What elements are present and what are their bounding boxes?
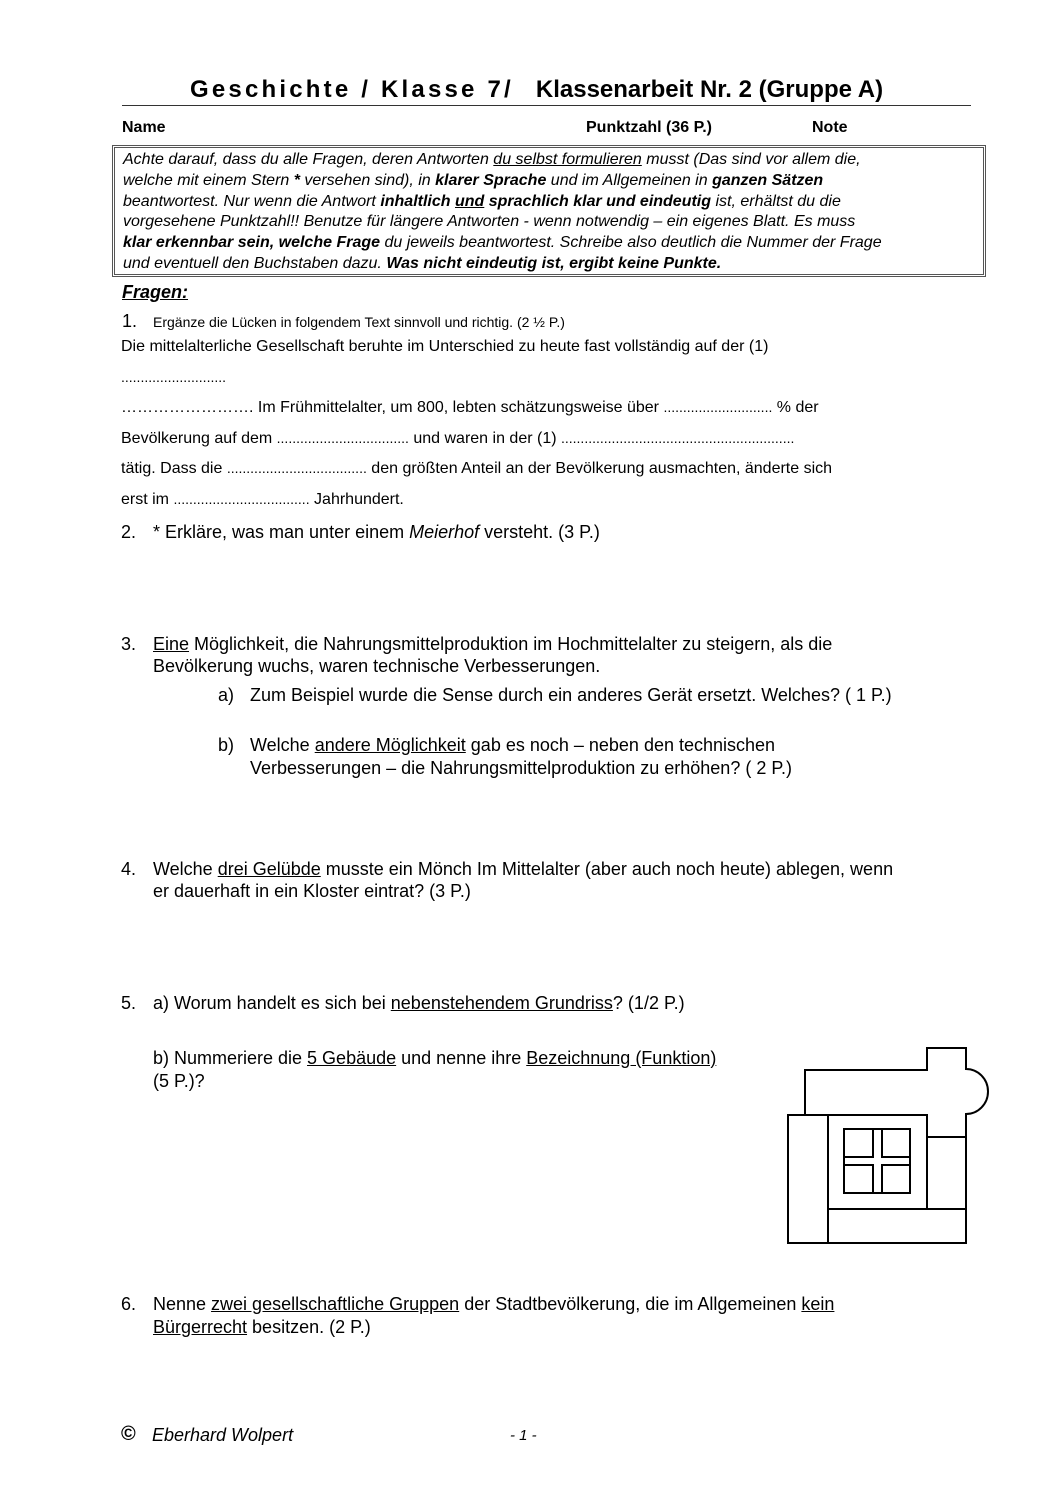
text: und waren in der (1): [408, 430, 561, 447]
text: a) Worum handelt es sich bei: [153, 993, 391, 1013]
q1-blank[interactable]: ............................................................: [560, 430, 795, 446]
emphasis: kein: [801, 1294, 835, 1314]
q1-line: [121, 430, 794, 448]
text: du jeweils beantwortest. Schreibe also deutlich die Nummer der Frage: [380, 234, 882, 252]
text: und nenne ihre: [396, 1048, 527, 1068]
text: Jahrhundert.: [309, 491, 404, 508]
text: und im Allgemeinen in: [546, 171, 713, 189]
section-title: Fragen:: [122, 282, 189, 302]
author-name: Eberhard Wolpert: [152, 1425, 294, 1445]
q5b-line: (5 P.)?: [153, 1071, 205, 1091]
instruction-line: [123, 150, 983, 171]
q6-line: [153, 1294, 834, 1315]
q3-number: 3.: [121, 634, 137, 654]
text: musst (Das sind vor allem die,: [641, 151, 861, 168]
text: versehen sind), in: [299, 171, 436, 189]
name-label: Name: [122, 119, 166, 136]
instruction-line: vorgesehene Punktzahl!! Benutze für längere Antworten - wenn notwendig – ein eigenes Blatt. Es muss: [123, 213, 856, 231]
q3-line: [153, 634, 832, 655]
text: tätig. Dass die: [121, 460, 227, 477]
copyright-icon: ©: [121, 1423, 136, 1445]
emphasis: Bürgerrecht: [153, 1317, 248, 1337]
text: b) Nummeriere die: [153, 1048, 308, 1068]
q4-line: [153, 859, 893, 880]
emphasis: Bezeichnung (Funktion): [526, 1048, 717, 1068]
grade-label: Note: [812, 119, 848, 136]
q1-line: [121, 399, 819, 417]
emphasis: Was nicht eindeutig ist, ergibt keine Punkte.: [386, 254, 722, 272]
text: gab es noch – neben den technischen: [465, 735, 776, 755]
q4-line: er dauerhaft in ein Kloster eintrat? (3 P.): [153, 881, 471, 901]
emphasis: nebenstehendem Grundriss: [390, 993, 613, 1013]
q1-blank[interactable]: ...................................: [173, 491, 310, 507]
text: versteht. (3 P.): [479, 522, 600, 542]
q3b-label: b): [218, 735, 235, 755]
title-exam: Klassenarbeit Nr. 2 (Gruppe A): [535, 76, 884, 103]
text: Welche: [250, 735, 315, 755]
q2-text: [153, 522, 600, 543]
q1-blank[interactable]: ....................................: [226, 460, 367, 476]
emphasis: Eine: [153, 634, 190, 654]
text: Möglichkeit, die Nahrungsmittelproduktion im Hochmittelalter zu steigern, als die: [189, 634, 833, 654]
points-label: Punktzahl (36 P.): [586, 119, 712, 136]
q3a-text: Zum Beispiel wurde die Sense durch ein anderes Gerät ersetzt. Welches? ( 1 P.): [250, 685, 892, 705]
q3-line: Bevölkerung wuchs, waren technische Verbesserungen.: [153, 656, 601, 676]
text: der Stadtbevölkerung, die im Allgemeinen: [459, 1294, 802, 1314]
q1-line: Die mittelalterliche Gesellschaft beruhte im Unterschied zu heute fast vollständig auf der (1): [121, 338, 769, 355]
text: beantwortest. Nur wenn die Antwort: [123, 192, 381, 210]
star-marker: *: [293, 171, 300, 189]
q1-number: 1.: [122, 311, 138, 331]
q3b-line: [250, 735, 775, 756]
page-title: [190, 76, 883, 104]
q6-number: 6.: [121, 1294, 137, 1314]
path-gap: [845, 1158, 909, 1164]
q5a-text: [153, 993, 685, 1014]
text: Im Frühmittelalter, um 800, lebten schätzungsweise über: [253, 399, 664, 416]
floor-plan-diagram: [780, 1040, 1010, 1260]
text: Welche: [153, 859, 218, 879]
church-outline: [805, 1048, 988, 1137]
emphasis: klarer Sprache: [435, 171, 547, 189]
text: * Erkläre, was man unter einem: [153, 522, 410, 542]
emphasis: drei Gelübde: [217, 859, 321, 879]
text: Nenne: [153, 1294, 212, 1314]
emphasis: 5 Gebäude: [307, 1048, 397, 1068]
emphasis: sprachlich klar und eindeutig: [484, 192, 712, 210]
q1-blank[interactable]: …………………….: [121, 399, 254, 416]
q1-blank[interactable]: ...........................: [121, 369, 227, 385]
building-right: [927, 1137, 966, 1209]
text: und eventuell den Buchstaben dazu.: [123, 254, 387, 272]
text: Achte darauf, dass du alle Fragen, deren Antworten: [123, 151, 494, 168]
text: musste ein Mönch Im Mittelalter (aber auch noch heute) ablegen, wenn: [320, 859, 894, 879]
emphasis: du selbst formulieren: [493, 151, 642, 168]
text: welche mit einem Stern: [123, 171, 294, 189]
instruction-line: [123, 233, 983, 254]
building-bottom: [828, 1209, 966, 1243]
emphasis: andere Möglichkeit: [314, 735, 466, 755]
instructions-box: [112, 145, 986, 277]
text: % der: [772, 399, 819, 416]
instruction-line: [123, 171, 983, 192]
title-subject: Geschichte / Klasse 7/: [190, 76, 514, 103]
term: Meierhof: [409, 522, 480, 542]
building-left: [788, 1115, 828, 1243]
q1-blank[interactable]: ..................................: [276, 430, 409, 446]
text: den größten Anteil an der Bevölkerung ausmachten, änderte sich: [366, 460, 833, 477]
text: ist, erhältst du die: [711, 192, 841, 210]
text: erst im: [121, 491, 174, 508]
page-number: - 1 -: [510, 1427, 537, 1444]
q3a-label: a): [218, 685, 235, 705]
text: Bevölkerung auf dem: [121, 430, 277, 447]
text: besitzen. (2 P.): [247, 1317, 371, 1337]
emphasis: klar erkennbar sein, welche Frage: [123, 234, 381, 252]
q2-number: 2.: [121, 522, 137, 542]
q5-number: 5.: [121, 993, 137, 1013]
q6-line: [153, 1317, 371, 1338]
emphasis: zwei gesellschaftliche Gruppen: [211, 1294, 460, 1314]
q4-number: 4.: [121, 859, 137, 879]
emphasis: und: [454, 192, 485, 210]
title-divider: [122, 105, 971, 106]
instruction-line: [123, 192, 983, 213]
q1-line: [121, 460, 832, 478]
instruction-line: [123, 254, 983, 275]
q3b-line: Verbesserungen – die Nahrungsmittelproduktion zu erhöhen? ( 2 P.): [250, 758, 793, 778]
q1-line: [121, 491, 404, 509]
q1-prompt: Ergänze die Lücken in folgendem Text sinnvoll und richtig. (2 ½ P.): [153, 314, 565, 330]
q1-blank[interactable]: ............................: [663, 399, 773, 415]
text: ? (1/2 P.): [612, 993, 685, 1013]
q5b-text: [153, 1048, 716, 1069]
emphasis: inhaltlich: [380, 192, 455, 210]
emphasis: ganzen Sätzen: [712, 171, 824, 189]
